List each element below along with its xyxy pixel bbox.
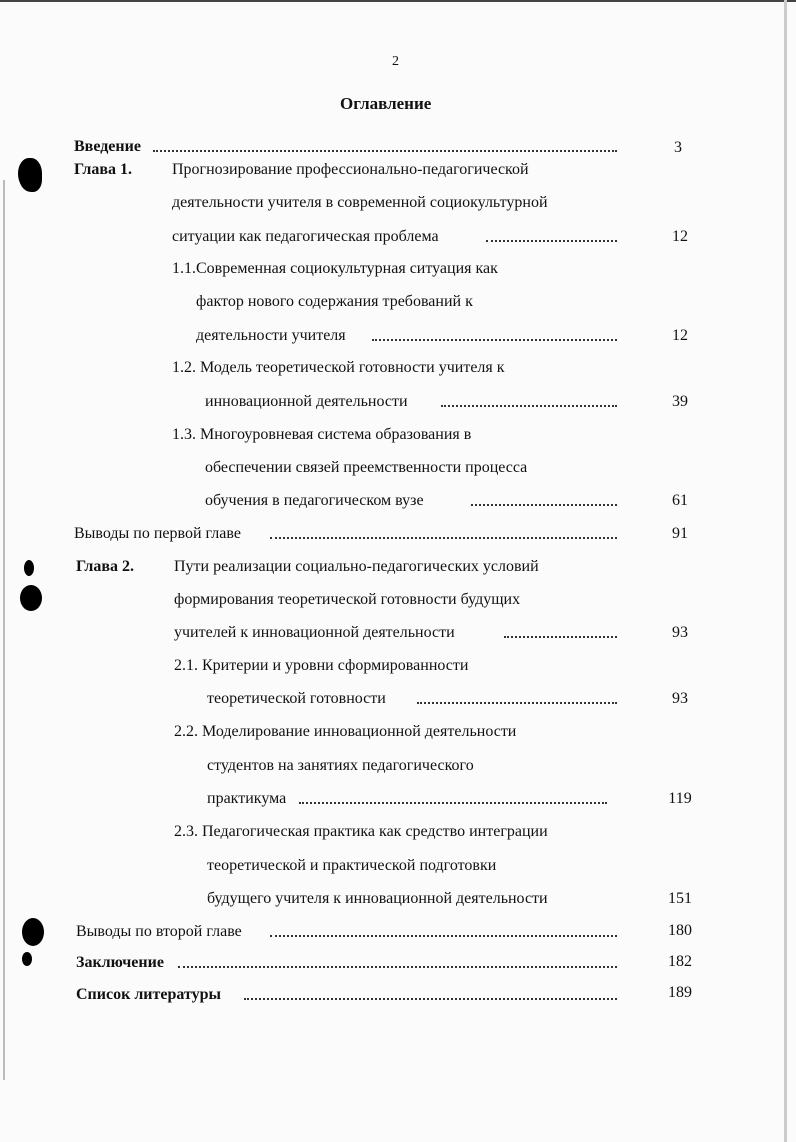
dot-leader bbox=[504, 636, 617, 638]
punch-hole-mark bbox=[24, 560, 34, 576]
toc-page: 180 bbox=[668, 922, 692, 939]
chapter-title-line: учителей к инновационной деятельности bbox=[174, 624, 455, 641]
toc-entry-ch2 bbox=[174, 623, 617, 643]
toc-page: 39 bbox=[672, 393, 688, 410]
toc-label: Список литературы bbox=[76, 986, 221, 1003]
toc-page: 189 bbox=[668, 984, 692, 1001]
section-line: 2.1. Критерии и уровни сформированности bbox=[174, 657, 469, 674]
toc-page: 119 bbox=[668, 790, 692, 807]
page-number: 2 bbox=[392, 54, 399, 69]
toc-entry-2-2 bbox=[207, 789, 607, 809]
chapter-title-line: Прогнозирование профессионально-педагогической bbox=[172, 161, 529, 178]
chapter-label: Глава 2. bbox=[76, 558, 134, 575]
dot-leader bbox=[441, 405, 617, 407]
toc-page: 12 bbox=[672, 228, 688, 245]
toc-entry-conclusions2 bbox=[76, 922, 617, 942]
toc-entry-conclusions1 bbox=[74, 524, 617, 544]
page-title: Оглавление bbox=[340, 94, 432, 113]
punch-hole-mark bbox=[22, 918, 44, 946]
dot-leader bbox=[486, 240, 617, 242]
toc-label: Заключение bbox=[76, 954, 164, 971]
toc-entry-intro bbox=[74, 137, 617, 157]
chapter-title-line: Пути реализации социально-педагогических условий bbox=[174, 558, 539, 575]
dot-leader bbox=[244, 998, 617, 1000]
chapter-label: Глава 1. bbox=[74, 161, 132, 178]
dot-leader bbox=[270, 935, 617, 937]
toc-entry-conclusion bbox=[76, 953, 617, 973]
dot-leader bbox=[153, 150, 617, 152]
toc-entry-1-1 bbox=[196, 326, 617, 346]
section-line: 2.3. Педагогическая практика как средство интеграции bbox=[174, 823, 548, 840]
chapter-title-line: ситуации как педагогическая проблема bbox=[172, 228, 439, 245]
toc-page: 12 bbox=[672, 327, 688, 344]
section-line: практикума bbox=[207, 790, 287, 807]
section-line: инновационной деятельности bbox=[205, 393, 408, 410]
dot-leader bbox=[270, 537, 617, 539]
toc-page: 93 bbox=[672, 624, 688, 641]
toc-label: Выводы по первой главе bbox=[74, 525, 241, 542]
scan-left-edge bbox=[3, 180, 5, 1080]
toc-entry-1-3 bbox=[205, 491, 617, 511]
dot-leader bbox=[372, 339, 617, 341]
toc-page: 151 bbox=[668, 890, 692, 907]
section-line: студентов на занятиях педагогического bbox=[207, 757, 474, 774]
toc-page: 3 bbox=[674, 139, 682, 156]
toc-entry-1-2 bbox=[205, 392, 617, 412]
section-line: фактор нового содержания требований к bbox=[196, 293, 473, 310]
punch-hole-mark bbox=[22, 952, 32, 966]
dot-leader bbox=[471, 504, 617, 506]
section-line: 1.2. Модель теоретической готовности учителя к bbox=[172, 359, 505, 376]
chapter-title-line: деятельности учителя в современной социокультурной bbox=[172, 194, 548, 211]
section-line: 2.2. Моделирование инновационной деятельности bbox=[174, 723, 517, 740]
section-line: будущего учителя к инновационной деятельности bbox=[207, 890, 548, 907]
scan-right-edge bbox=[784, 0, 787, 1142]
section-line: обучения в педагогическом вузе bbox=[205, 492, 424, 509]
section-line: 1.1.Современная социокультурная ситуация как bbox=[172, 260, 498, 277]
toc-entry-ch1 bbox=[172, 227, 617, 247]
dot-leader bbox=[417, 702, 617, 704]
punch-hole-mark bbox=[20, 585, 42, 611]
toc-page: 61 bbox=[672, 492, 688, 509]
section-line: 1.3. Многоуровневая система образования в bbox=[172, 426, 472, 443]
toc-page: 91 bbox=[672, 525, 688, 542]
toc-page: 93 bbox=[672, 690, 688, 707]
section-line: теоретической готовности bbox=[207, 690, 386, 707]
punch-hole-mark bbox=[18, 158, 42, 192]
section-line: деятельности учителя bbox=[196, 327, 346, 344]
dot-leader bbox=[299, 802, 607, 804]
toc-page: 182 bbox=[668, 953, 692, 970]
toc-entry-bibliography bbox=[76, 985, 617, 1005]
section-line: обеспечении связей преемственности процесса bbox=[205, 459, 528, 476]
scan-top-edge bbox=[0, 0, 796, 2]
toc-label: Введение bbox=[74, 138, 141, 155]
dot-leader bbox=[178, 966, 617, 968]
chapter-title-line: формирования теоретической готовности будущих bbox=[174, 591, 521, 608]
toc-label: Выводы по второй главе bbox=[76, 923, 242, 940]
toc-entry-2-1 bbox=[207, 689, 617, 709]
section-line: теоретической и практической подготовки bbox=[207, 857, 497, 874]
